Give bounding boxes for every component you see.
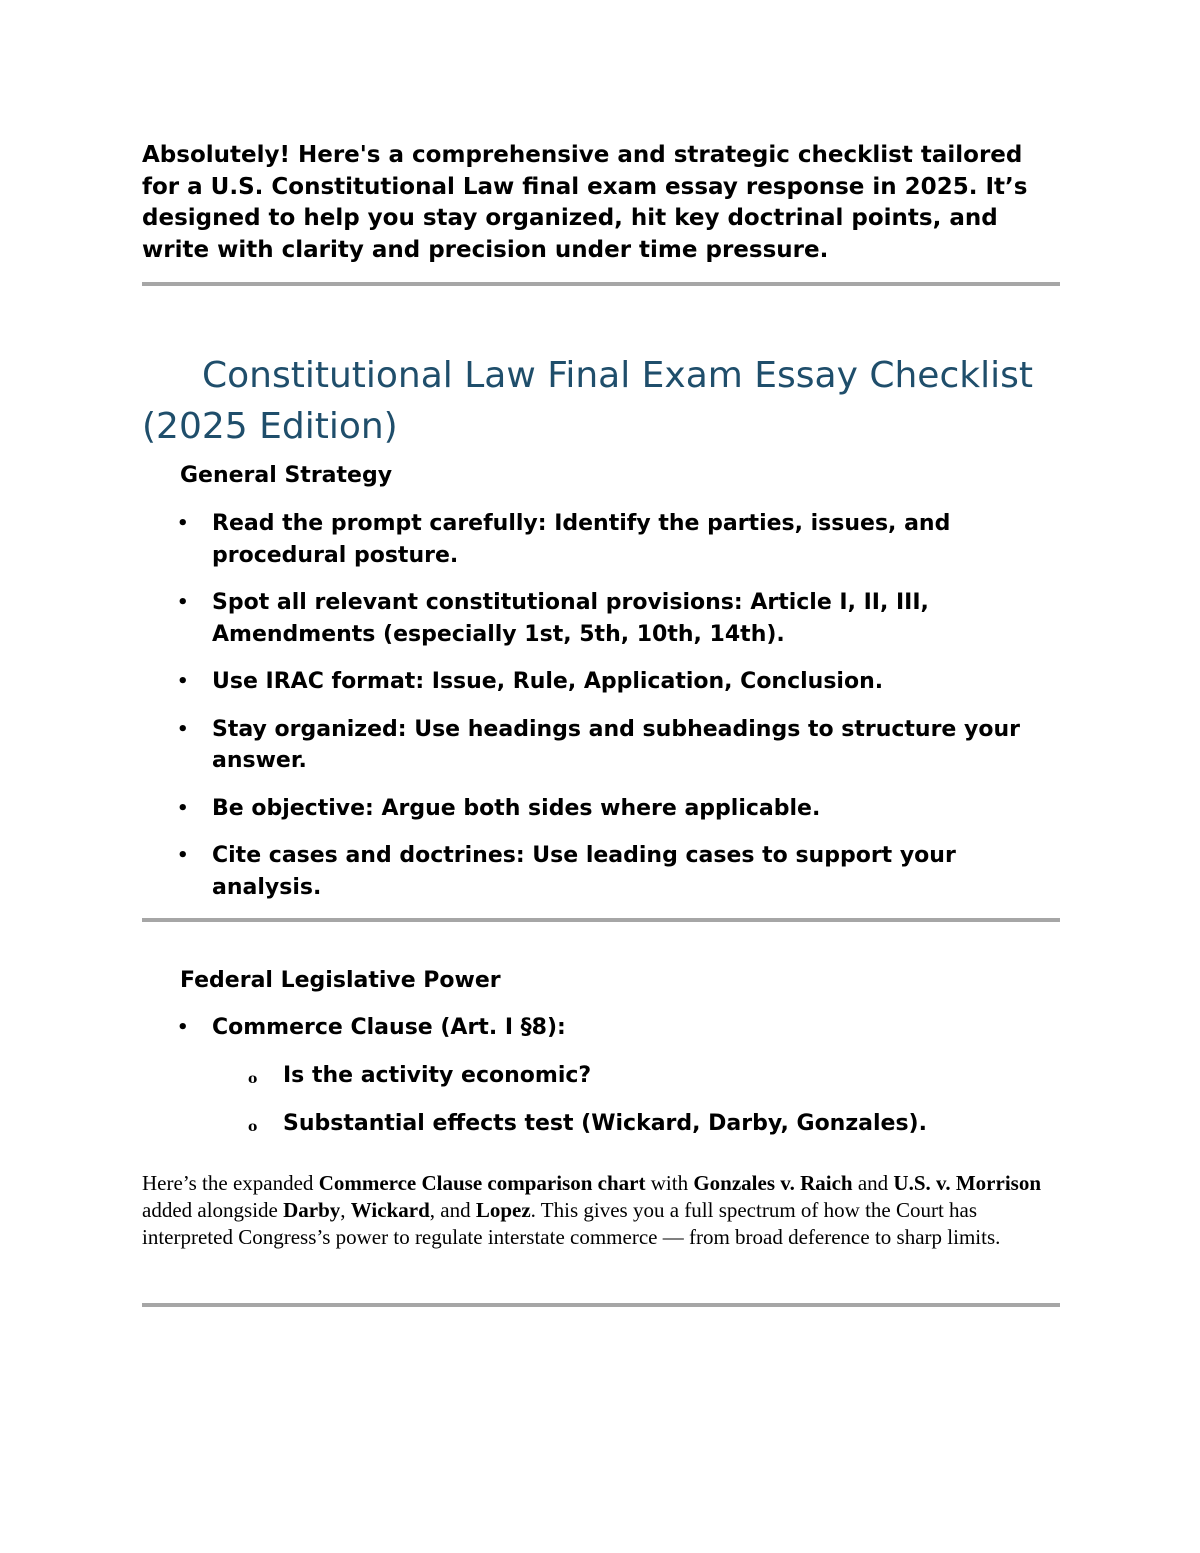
paragraph-text: added alongside: [142, 1198, 284, 1222]
list-item: [142, 587, 1042, 650]
sub-list-item-text: Is the activity economic?: [283, 1063, 592, 1088]
list-item: [142, 793, 1042, 825]
list-item-text: Commerce Clause (Art. I §8):: [212, 1015, 566, 1040]
bullet-icon: •: [177, 845, 189, 866]
paragraph-text: Here’s the expanded: [142, 1171, 319, 1195]
sub-list-item-text: Substantial effects test (Wickard, Darby, Gonzales).: [283, 1110, 927, 1136]
list-item: [142, 508, 1042, 571]
paragraph-text: with: [645, 1171, 694, 1195]
paragraph-text: and: [852, 1171, 894, 1195]
bullet-icon: •: [177, 718, 189, 740]
list-item: [142, 1012, 1042, 1044]
list-item-text: Read the prompt carefully: Identify the parties, issues, and procedural posture.: [212, 511, 951, 568]
paragraph-bold: Darby: [283, 1198, 341, 1222]
list-item-text: Cite cases and doctrines: Use leading cases to support your analysis.: [212, 843, 956, 900]
list-item-text: Spot all relevant constitutional provisions: Article I, II, III, Amendments (especially 1st, 5th, 10th, 14th).: [212, 590, 929, 647]
federal-power-heading: Federal Legislative Power: [180, 968, 501, 993]
list-item: [142, 666, 1042, 698]
paragraph-bold: Commerce Clause comparison chart: [318, 1171, 646, 1195]
paragraph-bold: Wickard: [350, 1198, 430, 1222]
list-item-text: Be objective: Argue both sides where applicable.: [212, 795, 821, 821]
page-title: Constitutional Law Final Exam Essay Checklist (2025 Edition): [142, 355, 1033, 447]
horizontal-rule: [142, 282, 1060, 286]
paragraph-bold: Lopez: [475, 1198, 531, 1222]
list-item-text: Use IRAC format: Issue, Rule, Application, Conclusion.: [212, 669, 884, 694]
paragraph-text: . This gives you a full spectrum of how the Court has interpreted Congress’s power to regulate interstate commerce — from broad deference to sharp limits.: [142, 1198, 1001, 1249]
bullet-icon: •: [177, 1017, 189, 1038]
list-item-text: Stay organized: Use headings and subheadings to structure your answer.: [212, 716, 1020, 773]
bullet-icon: •: [177, 513, 189, 534]
paragraph-bold: Gonzales v. Raich: [693, 1171, 853, 1195]
paragraph-bold: U.S. v. Morrison: [893, 1171, 1042, 1195]
general-strategy-heading: General Strategy: [180, 463, 393, 488]
federal-power-list: [142, 1012, 1042, 1044]
list-item: [142, 714, 1042, 777]
bullet-icon: •: [177, 592, 189, 613]
sub-list-item: [142, 1108, 1042, 1140]
horizontal-rule: [142, 918, 1060, 922]
bullet-icon: •: [177, 797, 189, 819]
circle-bullet-icon: o: [248, 1071, 258, 1087]
circle-bullet-icon: o: [248, 1118, 258, 1135]
bullet-icon: •: [177, 671, 189, 692]
list-item: [142, 840, 1042, 903]
sub-list-item: [142, 1060, 1042, 1092]
general-strategy-list: [142, 508, 1042, 903]
intro-paragraph: Absolutely! Here's a comprehensive and strategic checklist tailored for a U.S. Constitutional Law final exam essay response in 2025. It’s designed to help you stay organized, hit key doctrinal points, and write with clarity and precision under time pressure.: [142, 142, 1028, 263]
commerce-clause-paragraph: [142, 1170, 1060, 1251]
commerce-clause-sublist: [142, 1060, 1042, 1139]
horizontal-rule: [142, 1303, 1060, 1307]
paragraph-text: ,: [340, 1198, 351, 1222]
paragraph-text: , and: [429, 1198, 476, 1222]
